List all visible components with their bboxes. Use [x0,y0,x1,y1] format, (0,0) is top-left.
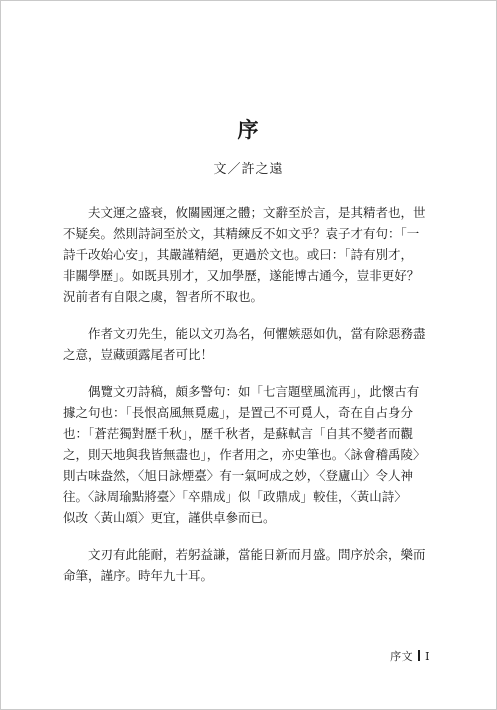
text-line: 也：「蒼茫獨對歷千秋」，歷千秋者，是蘇軾言「自其不變者而觀 [63,426,414,441]
text-line: 文刃有此能耐，若躬益謙，當能日新而月盛。問序於余，樂而 [63,547,426,562]
text-line: 之，則天地與我皆無盡也」，作者用之，亦史筆也。〈詠會稽禹陵〉 [63,447,426,462]
footer-divider [418,650,420,661]
paragraph [63,381,439,528]
page-number: I [425,650,430,663]
text-line: 命筆，謹序。時年九十耳。 [63,568,214,583]
paragraph [63,544,439,586]
footer-section-label: 序文 [390,650,414,663]
paragraph [63,202,439,307]
page-title: 序 [237,117,260,142]
text-line: 夫文運之盛衰，攸關國運之體；文辭至於言，是其精者也，世 [63,205,426,220]
preface-body [63,202,439,602]
text-line: 不疑矣。然則詩詞至於文，其精練反不如文乎？袁子才有句：「一 [63,226,420,241]
text-line: 詩千改始心安」，其嚴謹精絕，更過於文也。或曰：「詩有別才， [63,247,414,262]
paragraph [63,323,439,365]
text-line: 偶覽文刃詩稿，頗多警句：如「七言題壁風流再」，此懷古有 [63,384,420,399]
text-line: 之意，豈藏頭露尾者可比！ [63,347,214,362]
author-line: 文／許之遠 [213,162,284,177]
page-footer [390,648,430,664]
text-line: 似改〈黃山頌〉更宜，謹供卓參而已。 [63,510,276,525]
text-line: 況前者有自限之虞，智者所不取也。 [63,289,264,304]
text-line: 作者文刃先生，能以文刃為名，何懼嫉惡如仇，當有除惡務盡 [63,326,426,341]
text-line: 非關學歷」。如既具別才，又加學歷，遂能博古通今，豈非更好？ [63,268,420,283]
text-line: 往。〈詠周瑜點將臺〉「卒鼎成」似「政鼎成」較佳，〈黃山詩〉 [63,489,407,504]
text-line: 則古味盎然，〈旭日詠煙臺〉有一氣呵成之妙，〈登廬山〉令人神 [63,468,414,483]
text-line: 據之句也：「長恨高風無覓處」，是置己不可覓人，奇在自占身分 [63,405,414,420]
